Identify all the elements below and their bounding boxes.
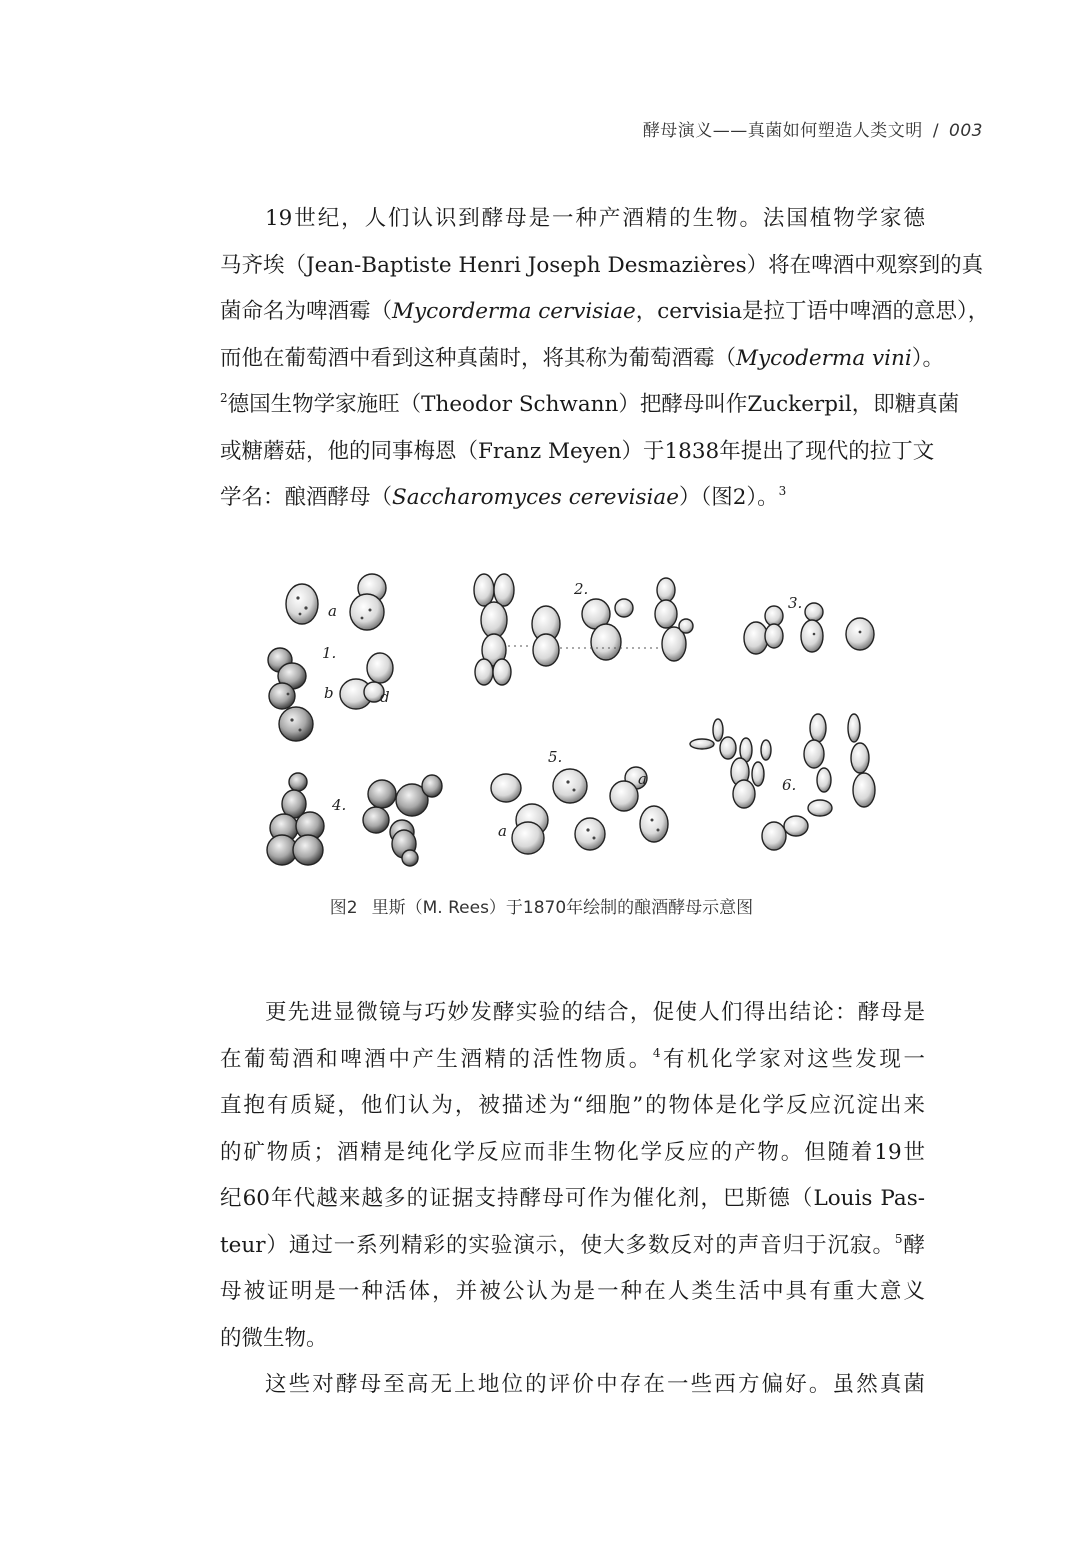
yeast-cell [690, 739, 714, 749]
text-line: 学名：酿酒酵母（Saccharomyces cerevisiae）（图2）。$^3$ [220, 484, 787, 510]
yeast-cell [801, 620, 823, 652]
species-name: Saccharomyces cerevisiae [392, 485, 679, 510]
yeast-cell [853, 773, 875, 807]
text-line: 或糖蘑菇，他的同事梅恩（Franz Meyen）于1838年提出了现代的拉丁文 [220, 438, 935, 464]
page-number: 003 [949, 121, 983, 141]
figure-label: 6. [782, 776, 797, 794]
yeast-cell [805, 603, 823, 621]
yeast-cell [762, 822, 786, 850]
yeast-cell [286, 584, 318, 624]
yeast-cell [808, 800, 832, 816]
text-line: 直抱有质疑，他们认为，被描述为“细胞”的物体是化学反应沉淀出来 [220, 1093, 925, 1118]
text-line: 纪60年代越来越多的证据支持酵母可作为催化剂，巴斯德（Louis Pas- [220, 1186, 925, 1211]
yeast-cell [475, 659, 493, 685]
footnote-ref: 2 [220, 391, 228, 405]
figure-label: a [498, 822, 507, 840]
yeast-cell [533, 634, 559, 666]
yeast-cell [784, 816, 808, 836]
yeast-cell [655, 600, 677, 628]
text-line: 在葡萄酒和啤酒中产生酒精的活性物质。$^4$有机化学家对这些发现一 [220, 1045, 925, 1072]
yeast-cell [848, 714, 860, 742]
yeast-cell [851, 743, 869, 773]
yeast-cell [752, 762, 764, 786]
yeast-cell [761, 740, 771, 760]
text-line: 马齐埃（Jean-Baptiste Henri Joseph Desmazières）将在啤酒中观察到的真 [220, 252, 984, 278]
yeast-cell [657, 578, 675, 602]
text-line: 的微生物。 [220, 1325, 328, 1351]
yeast-cell [713, 719, 723, 741]
yeast-cell [765, 606, 783, 626]
yeast-cell [422, 775, 442, 797]
yeast-cell [293, 835, 323, 865]
yeast-cell [363, 807, 389, 833]
figure-label: 1. [322, 644, 337, 662]
text-line: 19世纪，人们认识到酵母是一种产酒精的生物。法国植物学家德 [265, 206, 925, 231]
figure-label: b [324, 684, 334, 702]
yeast-cell [765, 624, 783, 648]
yeast-cell [474, 574, 494, 606]
yeast-cell [575, 818, 605, 850]
figure-label: 3. [788, 594, 803, 612]
yeast-cell [804, 740, 824, 768]
species-name: Mycoderma vini [736, 345, 912, 371]
yeast-cell [269, 683, 295, 709]
yeast-cell [733, 780, 755, 808]
yeast-cell [367, 653, 393, 683]
caption-text: 里斯（M. Rees）于1870年绘制的酿酒酵母示意图 [371, 898, 754, 918]
footnote-ref: 5 [894, 1231, 903, 1246]
yeast-cell [720, 737, 736, 759]
yeast-cell [494, 574, 514, 606]
text-line: 母被证明是一种活体，并被公认为是一种在人类生活中具有重大意义 [220, 1279, 925, 1304]
yeast-cell [817, 768, 831, 792]
figure-label: 4. [332, 796, 347, 814]
text-line: 菌命名为啤酒霉（Mycorderma cervisiae，cervisia是拉丁语中啤酒的意思）， [220, 299, 990, 324]
paragraph-2 [220, 990, 925, 1362]
yeast-illustration [262, 568, 896, 878]
figure-label: d [380, 688, 390, 706]
text-line: 而他在葡萄酒中看到这种真菌时，将其称为葡萄酒霉（Mycoderma vini）。 [220, 345, 944, 371]
figure-number: 图2 [329, 898, 358, 918]
running-head [643, 116, 983, 141]
yeast-cell [368, 780, 396, 808]
figure-caption [0, 893, 1083, 918]
yeast-cell [610, 781, 638, 811]
text-line: 这些对酵母至高无上地位的评价中存在一些西方偏好。虽然真菌 [265, 1372, 925, 1397]
footnote-ref: 3 [778, 484, 787, 498]
yeast-cell [402, 850, 418, 866]
yeast-cell [846, 618, 874, 650]
yeast-cell [591, 624, 621, 660]
figure-label: 2. [574, 580, 589, 598]
yeast-cell [289, 773, 307, 791]
yeast-cell [810, 714, 826, 742]
yeast-cell [481, 602, 507, 638]
yeast-cell [512, 822, 544, 854]
text-line: 的矿物质；酒精是纯化学反应而非生物化学反应的产物。但随着19世 [220, 1139, 925, 1165]
footnote-ref: 4 [652, 1045, 661, 1060]
paragraph-1 [220, 196, 990, 522]
yeast-cell [640, 806, 668, 842]
yeast-cell [350, 594, 384, 630]
text-line: teur）通过一系列精彩的实验演示，使大多数反对的声音归于沉寂。$^5$酵 [220, 1231, 925, 1258]
species-name: Mycorderma cervisiae [392, 299, 636, 324]
yeast-cell [679, 619, 693, 633]
book-title: 酵母演义——真菌如何塑造人类文明 [642, 121, 923, 141]
yeast-cell [744, 622, 768, 654]
figure-label: 5. [548, 748, 563, 766]
yeast-cell [279, 707, 313, 741]
text-line: $^2$德国生物学家施旺（Theodor Schwann）把酵母叫作Zuckerpil，即糖真菌 [220, 391, 960, 417]
figure-label: a [638, 770, 647, 788]
text-line: 更先进显微镜与巧妙发酵实验的结合，促使人们得出结论：酵母是 [265, 1000, 925, 1025]
paragraph-3 [220, 1362, 925, 1409]
yeast-cell [493, 659, 511, 685]
yeast-cell [491, 774, 521, 802]
header-separator: / [932, 121, 940, 141]
yeast-cell [553, 769, 587, 803]
figure-label: a [328, 602, 337, 620]
yeast-cell [615, 599, 633, 617]
